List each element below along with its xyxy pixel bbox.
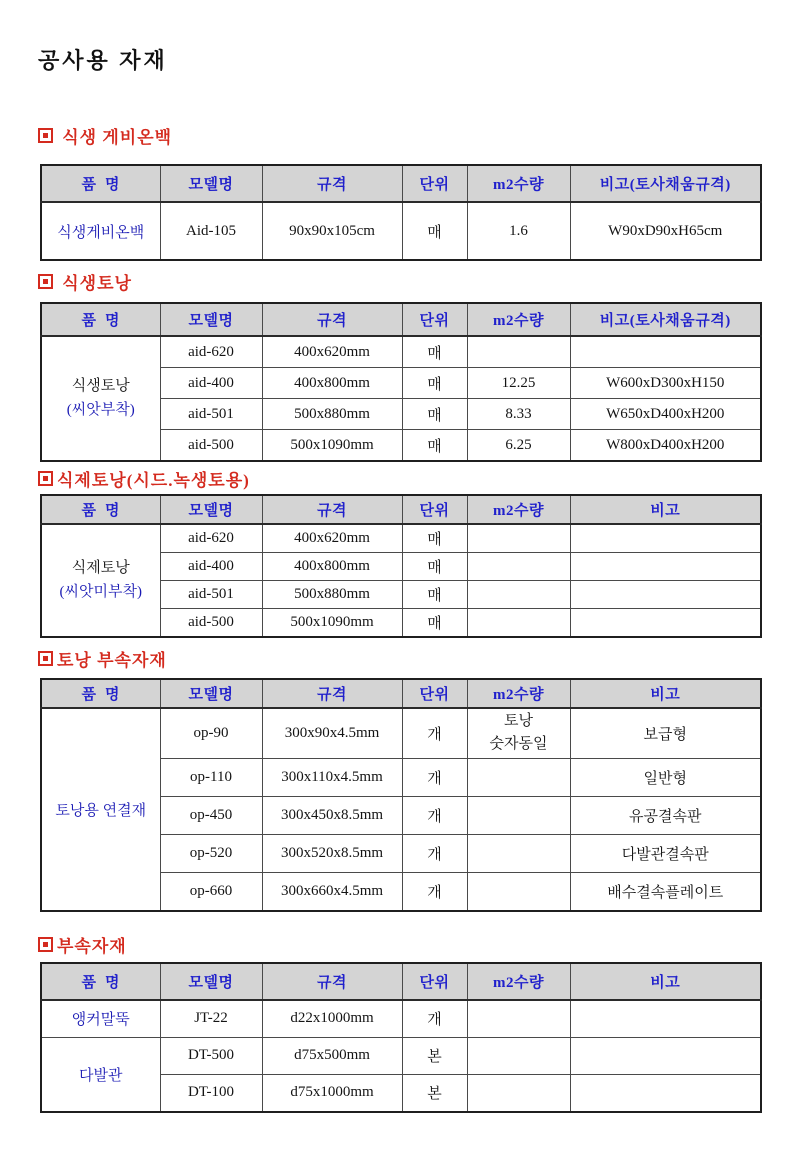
table-row [41, 524, 761, 553]
data-cell [570, 336, 761, 368]
data-cell: 400x620mm [262, 524, 402, 553]
vegetation-soil-bag-table [40, 302, 762, 462]
data-cell [467, 796, 570, 834]
column-header: m2수량 [467, 495, 570, 524]
cell-line: 식제토낭 [71, 560, 130, 577]
data-cell: 매 [402, 368, 467, 399]
section-bullet-icon [38, 651, 53, 666]
data-cell: 300x520x8.5mm [262, 834, 402, 872]
data-cell: 보급형 [570, 708, 761, 758]
data-cell: d75x500mm [262, 1037, 402, 1074]
table-header-row [41, 495, 761, 524]
data-cell: 본 [402, 1037, 467, 1074]
data-cell: 개 [402, 834, 467, 872]
section-heading-label: 식생토낭 [57, 274, 132, 293]
data-cell: 매 [402, 553, 467, 581]
data-cell: 500x880mm [262, 399, 402, 430]
column-header: 품 명 [41, 165, 160, 202]
column-header: m2수량 [467, 963, 570, 1000]
data-cell: 300x90x4.5mm [262, 708, 402, 758]
data-cell: 300x450x8.5mm [262, 796, 402, 834]
data-cell [467, 708, 570, 758]
data-cell: 개 [402, 758, 467, 796]
section-bullet-icon [38, 937, 53, 952]
data-cell [570, 553, 761, 581]
column-header: 비고 [570, 963, 761, 1000]
data-cell: 매 [402, 524, 467, 553]
data-cell [467, 1000, 570, 1038]
data-cell: 90x90x105cm [262, 202, 402, 260]
data-cell: 개 [402, 872, 467, 911]
data-cell [570, 1074, 761, 1112]
table-header-row [41, 963, 761, 1000]
column-header: 모델명 [160, 303, 262, 336]
section-heading-vegetation-gabion-bag [38, 123, 800, 148]
data-cell: 6.25 [467, 430, 570, 462]
data-cell: op-110 [160, 758, 262, 796]
column-header: 비고 [570, 679, 761, 708]
data-cell: 1.6 [467, 202, 570, 260]
data-cell: 매 [402, 609, 467, 638]
section-heading-label: 식제토낭(시드.녹생토용) [57, 471, 250, 490]
document-content [0, 123, 800, 1113]
column-header: 모델명 [160, 679, 262, 708]
cell-line: (씨앗부착) [66, 401, 135, 418]
section-bullet-icon [38, 274, 53, 289]
data-cell: 개 [402, 708, 467, 758]
data-cell: aid-501 [160, 399, 262, 430]
table-header-row [41, 679, 761, 708]
data-cell: op-450 [160, 796, 262, 834]
cell-line: (씨앗미부착) [59, 583, 142, 600]
column-header: 규격 [262, 679, 402, 708]
item-name-cell: 다발관 [41, 1037, 160, 1112]
table-row [41, 336, 761, 368]
data-cell: 개 [402, 796, 467, 834]
data-cell: W600xD300xH150 [570, 368, 761, 399]
table-row [41, 1037, 761, 1074]
column-header: 규격 [262, 303, 402, 336]
data-cell: 매 [402, 581, 467, 609]
data-cell: W650xD400xH200 [570, 399, 761, 430]
column-header: 비고(토사채움규격) [570, 303, 761, 336]
section-bullet-icon [38, 128, 53, 143]
data-cell: 배수결속플레이트 [570, 872, 761, 911]
data-cell [467, 336, 570, 368]
column-header: 비고 [570, 495, 761, 524]
section-heading-label: 식생 게비온백 [57, 128, 173, 147]
data-cell: 유공결속판 [570, 796, 761, 834]
column-header: 품 명 [41, 303, 160, 336]
data-cell: 400x800mm [262, 368, 402, 399]
data-cell: 다발관결속판 [570, 834, 761, 872]
data-cell: 500x1090mm [262, 430, 402, 462]
data-cell: 매 [402, 202, 467, 260]
data-cell: 본 [402, 1074, 467, 1112]
column-header: 단위 [402, 303, 467, 336]
table-header-row [41, 165, 761, 202]
data-cell: aid-500 [160, 430, 262, 462]
section-heading-seeded-soil-bag [38, 466, 800, 491]
column-header: m2수량 [467, 303, 570, 336]
table-row [41, 1000, 761, 1038]
column-header: 모델명 [160, 165, 262, 202]
cell-line: 숫자동일 [489, 736, 548, 753]
column-header: 단위 [402, 495, 467, 524]
data-cell: aid-620 [160, 336, 262, 368]
column-header: 품 명 [41, 679, 160, 708]
data-cell: W90xD90xH65cm [570, 202, 761, 260]
section-heading-label: 부속자재 [57, 936, 127, 956]
data-cell [570, 609, 761, 638]
column-header: 단위 [402, 963, 467, 1000]
table-row [41, 708, 761, 758]
data-cell: op-520 [160, 834, 262, 872]
section-heading-accessories [38, 932, 800, 957]
data-cell: d22x1000mm [262, 1000, 402, 1038]
column-header: 단위 [402, 165, 467, 202]
column-header: 품 명 [41, 963, 160, 1000]
data-cell [467, 1037, 570, 1074]
data-cell [467, 758, 570, 796]
data-cell [570, 1037, 761, 1074]
column-header: 단위 [402, 679, 467, 708]
column-header: 모델명 [160, 963, 262, 1000]
data-cell: op-90 [160, 708, 262, 758]
data-cell: 300x110x4.5mm [262, 758, 402, 796]
data-cell [467, 872, 570, 911]
data-cell: 400x620mm [262, 336, 402, 368]
table-row [41, 202, 761, 260]
soil-bag-accessories-table [40, 678, 762, 912]
data-cell: 일반형 [570, 758, 761, 796]
data-cell: d75x1000mm [262, 1074, 402, 1112]
column-header: 비고(토사채움규격) [570, 165, 761, 202]
data-cell: aid-620 [160, 524, 262, 553]
data-cell [467, 553, 570, 581]
accessories-table [40, 962, 762, 1113]
cell-line: 식생토낭 [71, 378, 130, 395]
section-heading-label: 토낭 부속자재 [57, 651, 167, 670]
document-page [0, 44, 800, 1175]
data-cell [570, 1000, 761, 1038]
data-cell: 500x1090mm [262, 609, 402, 638]
column-header: 품 명 [41, 495, 160, 524]
data-cell [467, 834, 570, 872]
data-cell: 300x660x4.5mm [262, 872, 402, 911]
data-cell: 400x800mm [262, 553, 402, 581]
data-cell: W800xD400xH200 [570, 430, 761, 462]
data-cell: Aid-105 [160, 202, 262, 260]
section-heading-vegetation-soil-bag [38, 269, 800, 294]
column-header: 규격 [262, 963, 402, 1000]
vegetation-gabion-bag-table [40, 164, 762, 261]
data-cell: aid-400 [160, 553, 262, 581]
data-cell [570, 581, 761, 609]
data-cell [467, 1074, 570, 1112]
data-cell: aid-501 [160, 581, 262, 609]
section-heading-soil-bag-accessories [38, 646, 800, 671]
data-cell: 매 [402, 399, 467, 430]
data-cell [467, 581, 570, 609]
cell-line: 토낭 [504, 713, 533, 729]
data-cell: 개 [402, 1000, 467, 1038]
data-cell: 8.33 [467, 399, 570, 430]
seeded-soil-bag-table [40, 494, 762, 638]
column-header: m2수량 [467, 679, 570, 708]
data-cell: DT-500 [160, 1037, 262, 1074]
data-cell: 500x880mm [262, 581, 402, 609]
data-cell: aid-500 [160, 609, 262, 638]
data-cell: 매 [402, 430, 467, 462]
data-cell: JT-22 [160, 1000, 262, 1038]
table-header-row [41, 303, 761, 336]
data-cell: 매 [402, 336, 467, 368]
item-name-cell: 토낭용 연결재 [41, 708, 160, 911]
item-name-cell: 식생게비온백 [41, 202, 160, 260]
data-cell: op-660 [160, 872, 262, 911]
data-cell: DT-100 [160, 1074, 262, 1112]
document-title: 공사용 자재 [38, 48, 168, 73]
data-cell: 12.25 [467, 368, 570, 399]
item-name-cell [41, 524, 160, 637]
section-bullet-icon [38, 471, 53, 486]
data-cell: aid-400 [160, 368, 262, 399]
data-cell [570, 524, 761, 553]
item-name-cell: 앵커말뚝 [41, 1000, 160, 1038]
item-name-cell [41, 336, 160, 461]
column-header: 규격 [262, 165, 402, 202]
column-header: 모델명 [160, 495, 262, 524]
data-cell [467, 609, 570, 638]
data-cell [467, 524, 570, 553]
column-header: 규격 [262, 495, 402, 524]
column-header: m2수량 [467, 165, 570, 202]
